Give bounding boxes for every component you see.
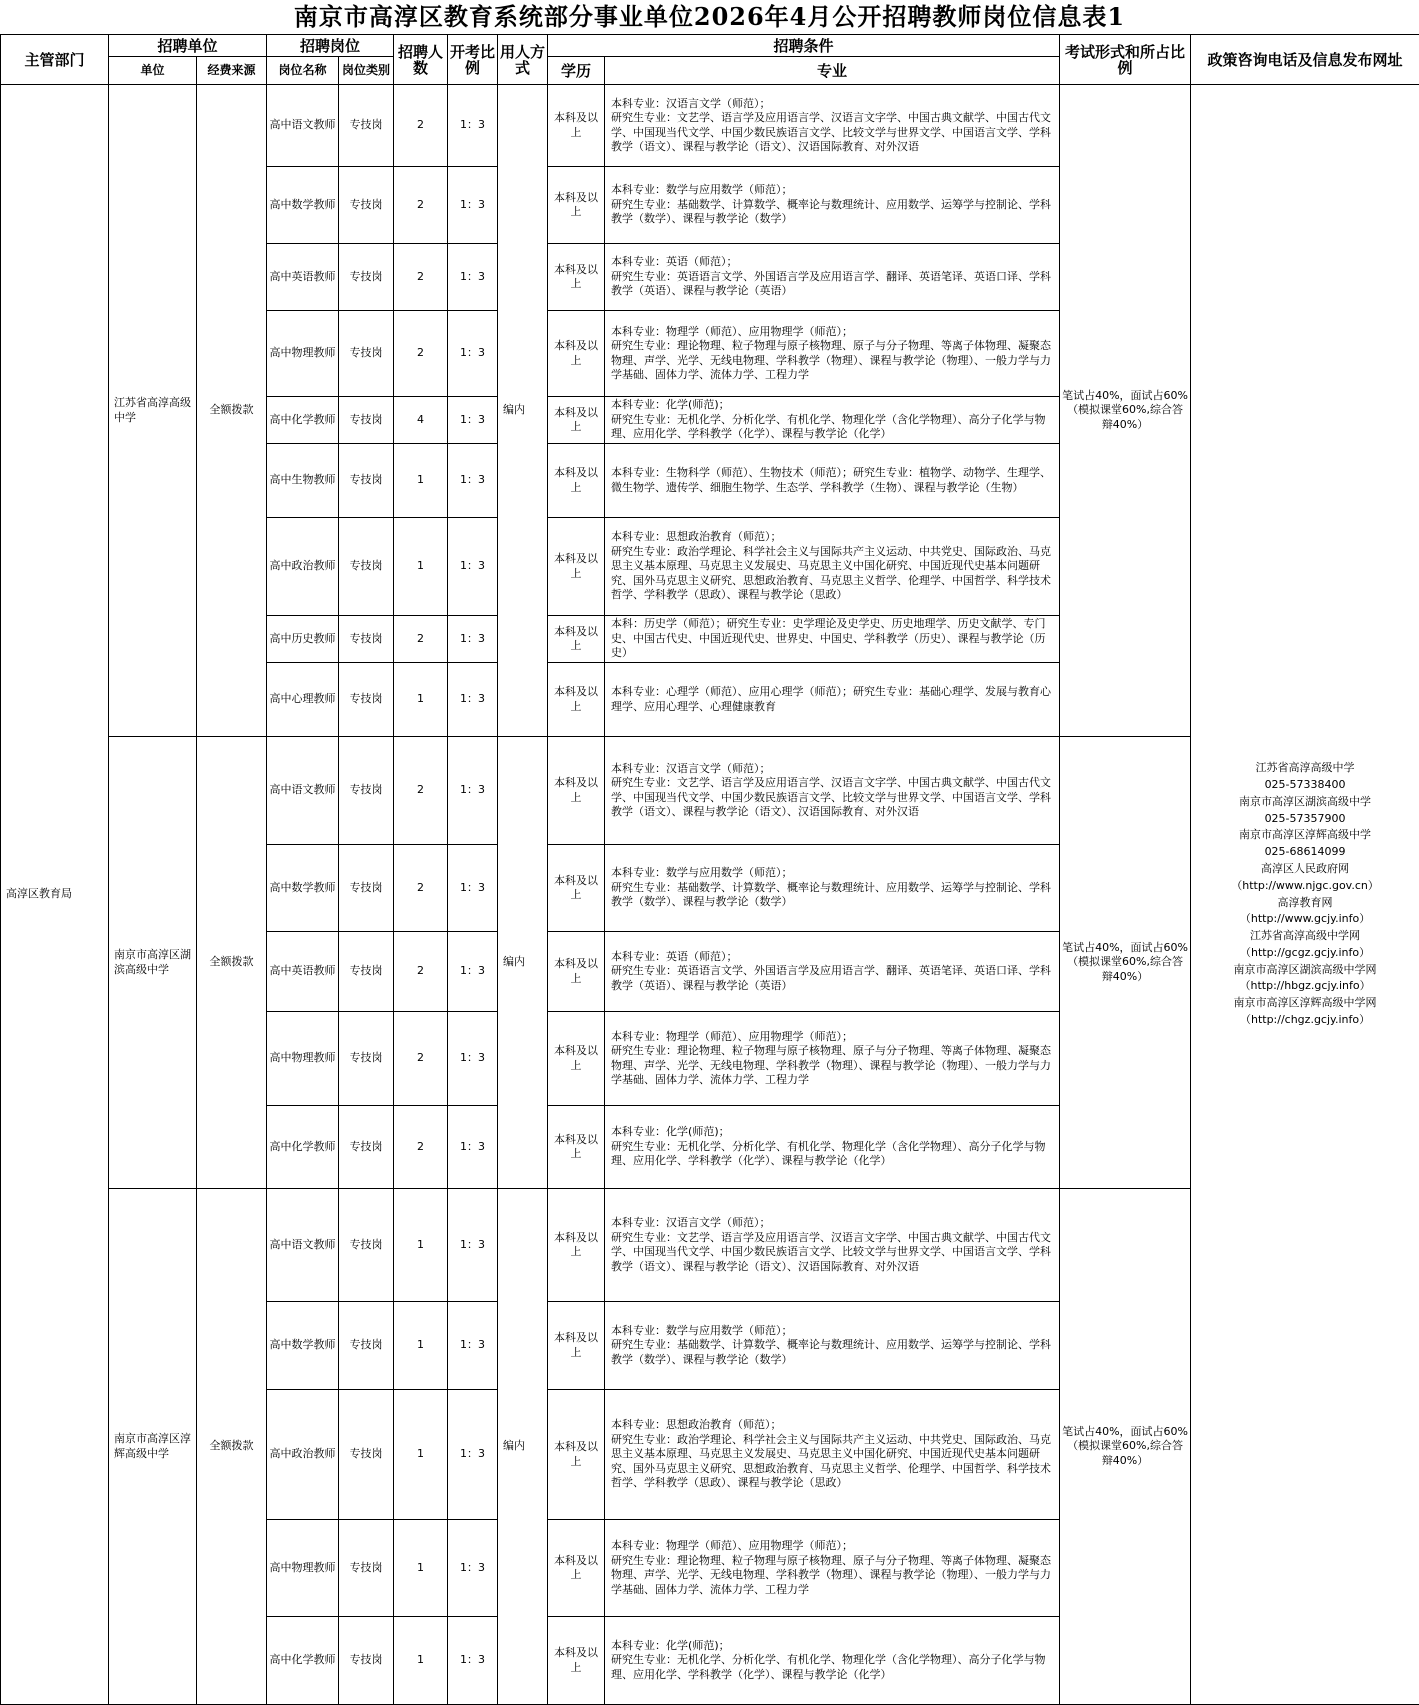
major-line: 研究生专业：基础数学、计算数学、概率论与数理统计、应用数学、运筹学与控制论、学科教学（数学）、课程与教学论（数学） [611, 1338, 1053, 1367]
major-line: 本科专业：生物科学（师范）、生物技术（师范）；研究生专业：植物学、动物学、生理学、微生物学、遗传学、细胞生物学、生态学、学科教学（生物）、课程与教学论（生物） [611, 466, 1053, 495]
recruitment-table [0, 34, 1419, 1705]
major-cell [605, 244, 1060, 311]
post-name-cell: 高中化学教师 [267, 397, 339, 444]
count-cell: 1 [394, 663, 448, 737]
major-line: 本科：历史学（师范）；研究生专业：史学理论及史学史、历史地理学、历史文献学、专门史、中国古代史、中国近现代史、世界史、中国史、学科教学（历史）、课程与教学论（历史） [611, 617, 1053, 661]
edu-cell: 本科及以上 [548, 1390, 605, 1520]
post-name-cell: 高中政治教师 [267, 1390, 339, 1520]
exam-cell: 笔试占40%，面试占60%（模拟课堂60%,综合答辩40%） [1060, 85, 1191, 737]
edu-cell: 本科及以上 [548, 167, 605, 244]
post-name-cell: 高中物理教师 [267, 1520, 339, 1617]
count-cell: 2 [394, 616, 448, 663]
ratio-cell: 1：3 [448, 1012, 498, 1106]
ratio-cell: 1：3 [448, 616, 498, 663]
contact-line: 高淳教育网 [1193, 895, 1417, 912]
major-line: 研究生专业：英语语言文学、外国语言学及应用语言学、翻译、英语笔译、英语口译、学科教学（英语）、课程与教学论（英语） [611, 964, 1053, 993]
post-type-cell: 专技岗 [339, 737, 394, 845]
header-count: 招聘人数 [394, 35, 448, 85]
employ-cell: 编内 [498, 1189, 548, 1705]
contact-line: 南京市高淳区淳辉高级中学网 [1193, 995, 1417, 1012]
major-cell [605, 737, 1060, 845]
employ-cell: 编内 [498, 85, 548, 737]
post-type-cell: 专技岗 [339, 397, 394, 444]
edu-cell: 本科及以上 [548, 85, 605, 167]
major-cell [605, 518, 1060, 616]
count-cell: 4 [394, 397, 448, 444]
header-cond-group: 招聘条件 [548, 35, 1060, 57]
edu-cell: 本科及以上 [548, 1106, 605, 1189]
post-type-cell: 专技岗 [339, 1012, 394, 1106]
post-type-cell: 专技岗 [339, 85, 394, 167]
major-cell [605, 444, 1060, 518]
post-type-cell: 专技岗 [339, 845, 394, 932]
contact-line: （http://www.gcjy.info） [1193, 911, 1417, 928]
edu-cell: 本科及以上 [548, 1189, 605, 1302]
major-cell [605, 845, 1060, 932]
count-cell: 1 [394, 1302, 448, 1390]
edu-cell: 本科及以上 [548, 244, 605, 311]
contact-line: （http://hbgz.gcjy.info） [1193, 978, 1417, 995]
count-cell: 2 [394, 311, 448, 397]
major-cell [605, 663, 1060, 737]
post-name-cell: 高中化学教师 [267, 1617, 339, 1705]
header-employ: 用人方式 [498, 35, 548, 85]
major-cell [605, 1012, 1060, 1106]
count-cell: 2 [394, 737, 448, 845]
contact-line: 025-68614099 [1193, 844, 1417, 861]
ratio-cell: 1：3 [448, 444, 498, 518]
header-post-group: 招聘岗位 [267, 35, 394, 57]
post-type-cell: 专技岗 [339, 311, 394, 397]
major-cell [605, 1617, 1060, 1705]
exam-cell: 笔试占40%，面试占60%（模拟课堂60%,综合答辩40%） [1060, 737, 1191, 1189]
contact-line: 江苏省高淳高级中学 [1193, 760, 1417, 777]
count-cell: 2 [394, 1012, 448, 1106]
major-line: 本科专业：物理学（师范）、应用物理学（师范）； [611, 325, 1053, 340]
count-cell: 2 [394, 244, 448, 311]
major-line: 本科专业：思想政治教育（师范）； [611, 530, 1053, 545]
post-name-cell: 高中政治教师 [267, 518, 339, 616]
ratio-cell: 1：3 [448, 1189, 498, 1302]
major-line: 本科专业：汉语言文学（师范）； [611, 97, 1053, 112]
unit-cell: 南京市高淳区湖滨高级中学 [109, 737, 197, 1189]
funding-cell: 全额拨款 [197, 1189, 267, 1705]
major-cell [605, 1189, 1060, 1302]
ratio-cell: 1：3 [448, 1390, 498, 1520]
major-line: 研究生专业：无机化学、分析化学、有机化学、物理化学（含化学物理）、高分子化学与物理、应用化学、学科教学（化学）、课程与教学论（化学） [611, 413, 1053, 442]
ratio-cell: 1：3 [448, 737, 498, 845]
count-cell: 2 [394, 1106, 448, 1189]
count-cell: 1 [394, 1189, 448, 1302]
contact-cell [1191, 85, 1419, 1705]
ratio-cell: 1：3 [448, 244, 498, 311]
table-body [1, 85, 1419, 1705]
page-title: 南京市高淳区教育系统部分事业单位2026年4月公开招聘教师岗位信息表1 [0, 0, 1419, 34]
count-cell: 2 [394, 167, 448, 244]
major-line: 本科专业：思想政治教育（师范）； [611, 1418, 1053, 1433]
major-line: 本科专业：数学与应用数学（师范）； [611, 866, 1053, 881]
dept-cell: 高淳区教育局 [1, 85, 109, 1705]
count-cell: 1 [394, 1617, 448, 1705]
major-line: 研究生专业：文艺学、语言学及应用语言学、汉语言文字学、中国古典文献学、中国古代文学、中国现当代文学、中国少数民族语言文学、比较文学与世界文学、中国语言文学、学科教学（语文）、课程与教学论（语文）、汉语国际教育、对外汉语 [611, 111, 1053, 155]
post-name-cell: 高中化学教师 [267, 1106, 339, 1189]
contact-line: 江苏省高淳高级中学网 [1193, 928, 1417, 945]
major-line: 本科专业：数学与应用数学（师范）； [611, 183, 1053, 198]
ratio-cell: 1：3 [448, 1520, 498, 1617]
major-line: 本科专业：心理学（师范）、应用心理学（师范）；研究生专业：基础心理学、发展与教育心理学、应用心理学、心理健康教育 [611, 685, 1053, 714]
major-line: 研究生专业：基础数学、计算数学、概率论与数理统计、应用数学、运筹学与控制论、学科教学（数学）、课程与教学论（数学） [611, 198, 1053, 227]
unit-cell: 南京市高淳区淳辉高级中学 [109, 1189, 197, 1705]
major-line: 研究生专业：无机化学、分析化学、有机化学、物理化学（含化学物理）、高分子化学与物理、应用化学、学科教学（化学）、课程与教学论（化学） [611, 1653, 1053, 1682]
post-type-cell: 专技岗 [339, 616, 394, 663]
post-name-cell: 高中心理教师 [267, 663, 339, 737]
count-cell: 1 [394, 444, 448, 518]
count-cell: 2 [394, 845, 448, 932]
header-post-name: 岗位名称 [267, 57, 339, 85]
post-type-cell: 专技岗 [339, 244, 394, 311]
ratio-cell: 1：3 [448, 311, 498, 397]
contact-line: 南京市高淳区湖滨高级中学网 [1193, 962, 1417, 979]
contact-line: 025-57357900 [1193, 811, 1417, 828]
header-contact: 政策咨询电话及信息发布网址 [1191, 35, 1419, 85]
table-row [1, 85, 1419, 167]
major-line: 研究生专业：理论物理、粒子物理与原子核物理、原子与分子物理、等离子体物理、凝聚态物理、声学、光学、无线电物理、学科教学（物理）、课程与教学论（物理）、一般力学与力学基础、固体力学、流体力学、工程力学 [611, 1554, 1053, 1598]
ratio-cell: 1：3 [448, 167, 498, 244]
post-type-cell: 专技岗 [339, 1520, 394, 1617]
contact-line: （http://gcgz.gcjy.info） [1193, 945, 1417, 962]
major-line: 本科专业：化学(师范)； [611, 1125, 1053, 1140]
edu-cell: 本科及以上 [548, 932, 605, 1012]
post-type-cell: 专技岗 [339, 1302, 394, 1390]
major-line: 研究生专业：政治学理论、科学社会主义与国际共产主义运动、中共党史、国际政治、马克思主义基本原理、马克思主义发展史、马克思主义中国化研究、中国近现代史基本问题研究、国外马克思主义研究、思想政治教育、马克思主义哲学、伦理学、中国哲学、科学技术哲学、学科教学（思政）、课程与教学论（思政） [611, 1433, 1053, 1491]
edu-cell: 本科及以上 [548, 311, 605, 397]
post-type-cell: 专技岗 [339, 1617, 394, 1705]
major-cell [605, 167, 1060, 244]
post-type-cell: 专技岗 [339, 444, 394, 518]
funding-cell: 全额拨款 [197, 85, 267, 737]
major-cell [605, 1520, 1060, 1617]
major-line: 研究生专业：理论物理、粒子物理与原子核物理、原子与分子物理、等离子体物理、凝聚态物理、声学、光学、无线电物理、学科教学（物理）、课程与教学论（物理）、一般力学与力学基础、固体力学、流体力学、工程力学 [611, 1044, 1053, 1088]
count-cell: 1 [394, 1520, 448, 1617]
ratio-cell: 1：3 [448, 1106, 498, 1189]
major-cell [605, 1390, 1060, 1520]
contact-line: 南京市高淳区湖滨高级中学 [1193, 794, 1417, 811]
count-cell: 1 [394, 518, 448, 616]
edu-cell: 本科及以上 [548, 663, 605, 737]
header-unit: 单位 [109, 57, 197, 85]
exam-cell: 笔试占40%，面试占60%（模拟课堂60%,综合答辩40%） [1060, 1189, 1191, 1705]
major-line: 本科专业：物理学（师范）、应用物理学（师范）； [611, 1030, 1053, 1045]
major-line: 研究生专业：基础数学、计算数学、概率论与数理统计、应用数学、运筹学与控制论、学科教学（数学）、课程与教学论（数学） [611, 881, 1053, 910]
post-name-cell: 高中历史教师 [267, 616, 339, 663]
edu-cell: 本科及以上 [548, 444, 605, 518]
post-name-cell: 高中数学教师 [267, 1302, 339, 1390]
ratio-cell: 1：3 [448, 518, 498, 616]
major-line: 本科专业：物理学（师范）、应用物理学（师范）； [611, 1539, 1053, 1554]
header-ratio: 开考比例 [448, 35, 498, 85]
post-type-cell: 专技岗 [339, 518, 394, 616]
edu-cell: 本科及以上 [548, 397, 605, 444]
contact-line: 025-57338400 [1193, 777, 1417, 794]
post-name-cell: 高中数学教师 [267, 845, 339, 932]
edu-cell: 本科及以上 [548, 1012, 605, 1106]
major-line: 研究生专业：文艺学、语言学及应用语言学、汉语言文字学、中国古典文献学、中国古代文学、中国现当代文学、中国少数民族语言文学、比较文学与世界文学、中国语言文学、学科教学（语文）、课程与教学论（语文）、汉语国际教育、对外汉语 [611, 1231, 1053, 1275]
post-name-cell: 高中语文教师 [267, 85, 339, 167]
major-cell [605, 85, 1060, 167]
contact-line: （http://chgz.gcjy.info） [1193, 1012, 1417, 1029]
major-line: 研究生专业：政治学理论、科学社会主义与国际共产主义运动、中共党史、国际政治、马克思主义基本原理、马克思主义发展史、马克思主义中国化研究、中国近现代史基本问题研究、国外马克思主义研究、思想政治教育、马克思主义哲学、伦理学、中国哲学、科学技术哲学、学科教学（思政）、课程与教学论（思政） [611, 545, 1053, 603]
major-cell [605, 616, 1060, 663]
major-line: 本科专业：英语（师范）； [611, 950, 1053, 965]
major-line: 本科专业：英语（师范）； [611, 255, 1053, 270]
ratio-cell: 1：3 [448, 85, 498, 167]
edu-cell: 本科及以上 [548, 1617, 605, 1705]
major-line: 本科专业：汉语言文学（师范）； [611, 1216, 1053, 1231]
major-line: 本科专业：数学与应用数学（师范）； [611, 1324, 1053, 1339]
edu-cell: 本科及以上 [548, 518, 605, 616]
major-line: 研究生专业：英语语言文学、外国语言学及应用语言学、翻译、英语笔译、英语口译、学科教学（英语）、课程与教学论（英语） [611, 270, 1053, 299]
count-cell: 2 [394, 932, 448, 1012]
major-cell [605, 311, 1060, 397]
post-name-cell: 高中语文教师 [267, 737, 339, 845]
ratio-cell: 1：3 [448, 1302, 498, 1390]
edu-cell: 本科及以上 [548, 737, 605, 845]
post-type-cell: 专技岗 [339, 932, 394, 1012]
funding-cell: 全额拨款 [197, 737, 267, 1189]
header-edu: 学历 [548, 57, 605, 85]
edu-cell: 本科及以上 [548, 616, 605, 663]
major-cell [605, 1106, 1060, 1189]
major-cell [605, 397, 1060, 444]
header-exam: 考试形式和所占比例 [1060, 35, 1191, 85]
header-major: 专业 [605, 57, 1060, 85]
post-type-cell: 专技岗 [339, 167, 394, 244]
post-name-cell: 高中英语教师 [267, 932, 339, 1012]
ratio-cell: 1：3 [448, 663, 498, 737]
header-unit-group: 招聘单位 [109, 35, 267, 57]
header-funding: 经费来源 [197, 57, 267, 85]
post-type-cell: 专技岗 [339, 1106, 394, 1189]
ratio-cell: 1：3 [448, 1617, 498, 1705]
post-name-cell: 高中语文教师 [267, 1189, 339, 1302]
major-line: 研究生专业：无机化学、分析化学、有机化学、物理化学（含化学物理）、高分子化学与物理、应用化学、学科教学（化学）、课程与教学论（化学） [611, 1140, 1053, 1169]
count-cell: 2 [394, 85, 448, 167]
major-cell [605, 932, 1060, 1012]
major-line: 本科专业：化学(师范)； [611, 398, 1053, 413]
unit-cell: 江苏省高淳高级中学 [109, 85, 197, 737]
employ-cell: 编内 [498, 737, 548, 1189]
post-name-cell: 高中生物教师 [267, 444, 339, 518]
ratio-cell: 1：3 [448, 397, 498, 444]
ratio-cell: 1：3 [448, 845, 498, 932]
header-post-type: 岗位类别 [339, 57, 394, 85]
post-name-cell: 高中物理教师 [267, 311, 339, 397]
post-name-cell: 高中英语教师 [267, 244, 339, 311]
post-type-cell: 专技岗 [339, 1390, 394, 1520]
edu-cell: 本科及以上 [548, 1302, 605, 1390]
contact-line: 高淳区人民政府网 [1193, 861, 1417, 878]
contact-line: （http://www.njgc.gov.cn） [1193, 878, 1417, 895]
edu-cell: 本科及以上 [548, 1520, 605, 1617]
major-cell [605, 1302, 1060, 1390]
post-name-cell: 高中物理教师 [267, 1012, 339, 1106]
header-dept: 主管部门 [1, 35, 109, 85]
ratio-cell: 1：3 [448, 932, 498, 1012]
major-line: 本科专业：化学(师范)； [611, 1639, 1053, 1654]
major-line: 研究生专业：理论物理、粒子物理与原子核物理、原子与分子物理、等离子体物理、凝聚态物理、声学、光学、无线电物理、学科教学（物理）、课程与教学论（物理）、一般力学与力学基础、固体力学、流体力学、工程力学 [611, 339, 1053, 383]
count-cell: 1 [394, 1390, 448, 1520]
major-line: 研究生专业：文艺学、语言学及应用语言学、汉语言文字学、中国古典文献学、中国古代文学、中国现当代文学、中国少数民族语言文学、比较文学与世界文学、中国语言文学、学科教学（语文）、课程与教学论（语文）、汉语国际教育、对外汉语 [611, 776, 1053, 820]
post-name-cell: 高中数学教师 [267, 167, 339, 244]
contact-line: 南京市高淳区淳辉高级中学 [1193, 827, 1417, 844]
post-type-cell: 专技岗 [339, 663, 394, 737]
major-line: 本科专业：汉语言文学（师范）； [611, 762, 1053, 777]
post-type-cell: 专技岗 [339, 1189, 394, 1302]
edu-cell: 本科及以上 [548, 845, 605, 932]
